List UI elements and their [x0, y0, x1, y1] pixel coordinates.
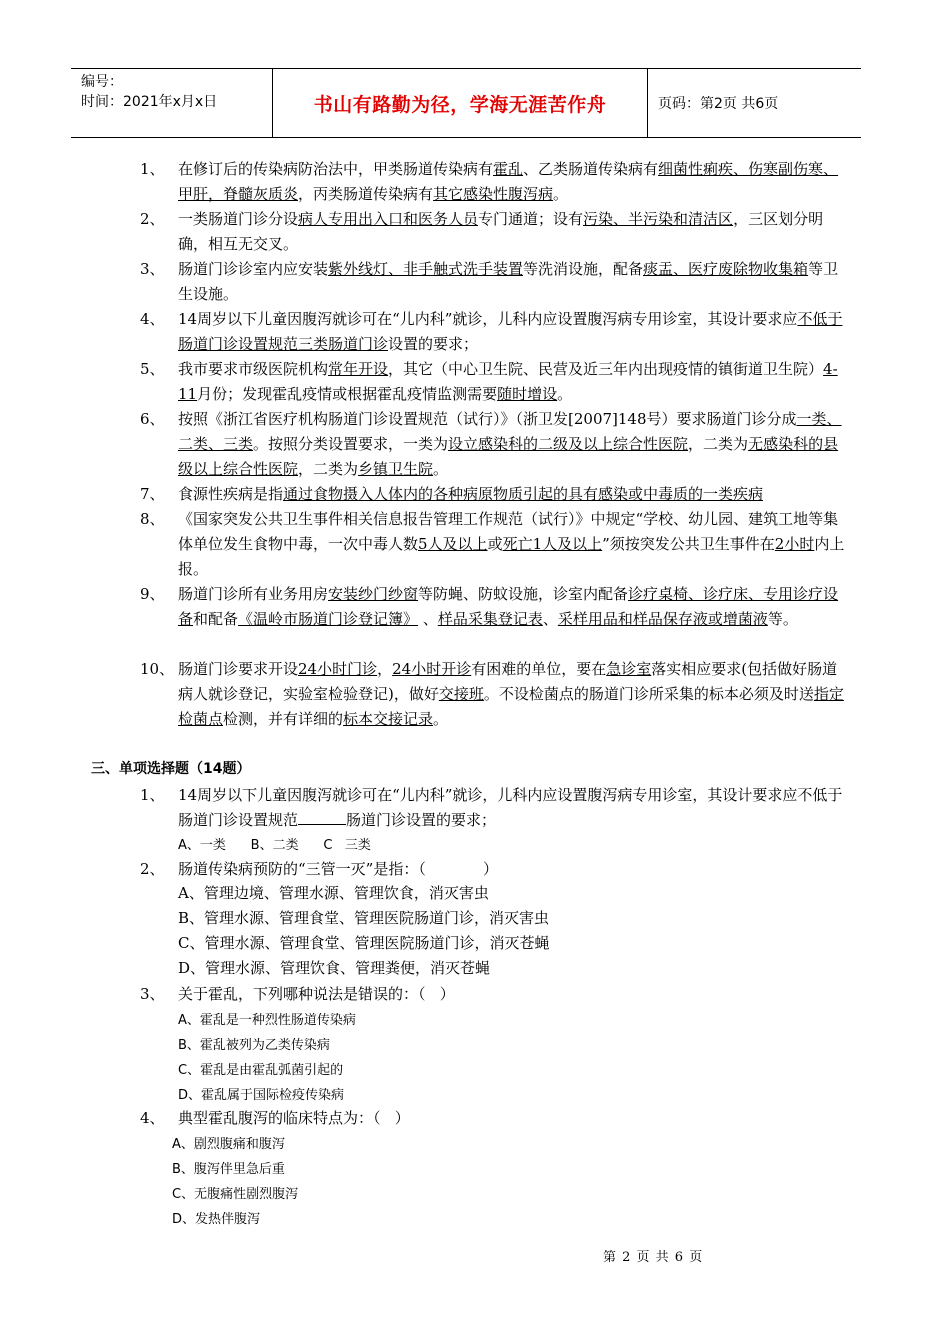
text-run: ，二类为	[298, 460, 359, 478]
answer-text: 《温岭市肠道门诊登记簿》	[238, 610, 419, 628]
question-number: 1、	[140, 786, 165, 804]
answer-text: 霍乱	[493, 160, 524, 178]
text-run: 设置的要求；	[388, 335, 479, 353]
answer-text: 24小时开诊	[392, 660, 472, 678]
item-number: 9、	[140, 585, 165, 603]
section-title: 三、单项选择题（14题）	[91, 761, 251, 777]
option: A、剧烈腹痛和腹泻	[172, 1137, 285, 1152]
text-run: ，二类为	[688, 435, 749, 453]
question-text: 关于霍乱，下列哪种说法是错误的：（ ）	[178, 985, 455, 1003]
question-number: 3、	[140, 985, 165, 1003]
text-run: 肠道门诊要求开设	[178, 660, 299, 678]
question-4	[140, 1106, 852, 1131]
text-run: 、	[418, 610, 438, 628]
answer-text: 其它感染性腹泻病	[433, 185, 554, 203]
fill-item	[140, 582, 852, 632]
answer-blank[interactable]	[298, 810, 346, 825]
header-motto: 书山有路勤为径，学海无涯苦作舟	[273, 69, 648, 137]
fill-item	[140, 207, 852, 257]
header-page-label: 页码：第2页 共6页	[658, 96, 779, 112]
text-run: 一类肠道门诊分设	[178, 210, 299, 228]
fill-item	[140, 407, 852, 482]
answer-text: 样品采集登记表	[437, 610, 543, 628]
option: A、霍乱是一种烈性肠道传染病	[178, 1013, 356, 1028]
answer-text: 污染、半污染和清洁区	[583, 210, 734, 228]
option: B、霍乱被列为乙类传染病	[178, 1038, 330, 1053]
question-text-end: 肠道门诊设置的要求；	[346, 811, 497, 829]
text-run: 检测，并有详细的	[223, 710, 344, 728]
text-run: 等洗消设施，配备	[523, 260, 644, 278]
option: D、发热伴腹泻	[172, 1212, 261, 1227]
item-text	[178, 307, 852, 357]
text-run: 等防蝇、防蚊设施，诊室内配备	[418, 585, 629, 603]
text-run: ，三区划分明确，相互无交叉。	[178, 210, 824, 253]
item-text	[178, 507, 852, 582]
text-run: ，丙类肠道传染病有	[298, 185, 434, 203]
text-run: 在修订后的传染病防治法中，甲类肠道传染病有	[178, 160, 494, 178]
item-number: 7、	[140, 485, 165, 503]
fill-item	[140, 157, 852, 207]
text-run: 落实相应要求(包括做好肠道病人就诊登记，实验室检验登记)，做好	[178, 660, 838, 703]
item-text	[178, 257, 852, 307]
item-text	[178, 357, 852, 407]
item-text	[178, 582, 852, 632]
answer-text: 诊疗桌椅、诊疗床、专用诊疗设备	[178, 585, 839, 628]
answer-text: 无感染科的县级以上综合性医院	[178, 435, 839, 478]
answer-text: 安装纱门纱窗	[328, 585, 419, 603]
text-run: 月份；发现霍乱疫情或根据霍乱疫情监测需要	[197, 385, 498, 403]
header-meta	[71, 69, 273, 137]
text-run: 我市要求市级医院机构	[178, 360, 329, 378]
answer-text: 一类、二类、三类	[178, 410, 842, 453]
answer-text: 4-11	[178, 360, 838, 403]
option: C、管理水源、管理食堂、管理医院肠道门诊，消灭苍蝇	[178, 934, 550, 952]
answer-text: 病人专用出入口和医务人员	[298, 210, 479, 228]
answer-text: 急诊室	[606, 660, 652, 678]
item-number: 4、	[140, 310, 165, 328]
fill-item	[140, 307, 852, 357]
answer-text: 不低于肠道门诊设置规范三类肠道门诊	[178, 310, 843, 353]
text-run: 。不设检菌点的肠道门诊所采集的标本必须及时送	[483, 685, 814, 703]
question-number: 2、	[140, 860, 165, 878]
text-run: 肠道门诊诊室内应安装	[178, 260, 329, 278]
time-label: 时间：2021年x月x日	[81, 94, 218, 110]
text-run: 、	[542, 610, 558, 628]
text-run: 、乙类肠道传染病有	[523, 160, 659, 178]
number-label: 编号：	[81, 74, 123, 90]
option: C、无腹痛性剧烈腹泻	[172, 1187, 299, 1202]
question-text: 14周岁以下儿童因腹泻就诊可在“儿内科”就诊，儿科内应设置腹泻病专用诊室，其设计要求应不低于肠道门诊设置规范	[178, 786, 843, 829]
answer-text: 痰盂、医疗废除物收集箱	[643, 260, 809, 278]
text-run: 专门通道；设有	[478, 210, 584, 228]
text-run: ”须按突发公共卫生事件在	[602, 535, 775, 553]
question-1-options: A、一类 B、二类 C 三类	[178, 838, 371, 853]
option: D、霍乱属于国际检疫传染病	[178, 1088, 345, 1103]
item-number: 8、	[140, 510, 165, 528]
text-run: 内上报。	[178, 535, 845, 578]
text-run: 按照《浙江省医疗机构肠道门诊设置规范（试行）》（浙卫发[2007]148号）要求肠道门诊分成	[178, 410, 797, 428]
item-text	[178, 157, 852, 207]
option: B、管理水源、管理食堂、管理医院肠道门诊，消灭害虫	[178, 909, 550, 927]
text-run: 等卫生设施。	[178, 260, 839, 303]
fill-item	[140, 507, 852, 582]
question-text: 典型霍乱腹泻的临床特点为：（ ）	[178, 1109, 410, 1127]
answer-text: 24小时门诊	[298, 660, 378, 678]
text-run: 《国家突发公共卫生事件相关信息报告管理工作规范（试行）》中规定“学校、幼儿园、建筑工地等集体单位发生食物中毒，一次中毒人数	[178, 510, 839, 553]
answer-text: 紫外线灯、非手触式洗手装置	[328, 260, 524, 278]
item-number: 6、	[140, 410, 165, 428]
fill-item	[140, 657, 852, 732]
item-text	[178, 657, 852, 732]
item-number: 10、	[140, 660, 175, 678]
text-run: ，其它（中心卫生院、民营及近三年内出现疫情的镇街道卫生院）	[388, 360, 824, 378]
answer-text: 设立感染科的二级及以上综合性医院	[448, 435, 689, 453]
text-run: 等。	[767, 610, 798, 628]
question-1	[140, 783, 852, 833]
text-run: 。按照分类设置要求，一类为	[253, 435, 449, 453]
answer-text: 乡镇卫生院	[358, 460, 434, 478]
text-run: 有困难的单位，要在	[471, 660, 607, 678]
text-run: 或	[487, 535, 503, 553]
text-run: 。	[553, 185, 569, 203]
answer-text: 随时增设	[497, 385, 558, 403]
question-number: 4、	[140, 1109, 165, 1127]
fill-item	[140, 257, 852, 307]
item-text	[178, 407, 852, 482]
answer-text: 采样用品和样品保存液或增菌液	[557, 610, 768, 628]
item-number: 5、	[140, 360, 165, 378]
answer-text: 通过食物摄入人体内的各种病原物质引起的具有感染或中毒质的一类疾病	[283, 485, 764, 503]
text-run: 。	[433, 460, 449, 478]
text-run: ，	[377, 660, 393, 678]
answer-text: 指定检菌点	[178, 685, 844, 728]
item-text	[178, 207, 852, 257]
question-3	[140, 982, 852, 1007]
text-run: 肠道门诊所有业务用房	[178, 585, 329, 603]
option: D、管理水源、管理饮食、管理粪便，消灭苍蝇	[178, 959, 491, 977]
answer-text: 死亡1人及以上	[502, 535, 603, 553]
answer-text: 2小时	[774, 535, 815, 553]
item-number: 1、	[140, 160, 165, 178]
text-run: 。	[433, 710, 449, 728]
answer-text: 常年开设	[328, 360, 389, 378]
answer-text: 交接班	[438, 685, 484, 703]
text-run: 。	[557, 385, 573, 403]
question-2	[140, 857, 852, 882]
item-number: 3、	[140, 260, 165, 278]
text-run: 和配备	[193, 610, 239, 628]
text-run: 食源性疾病是指	[178, 485, 284, 503]
page-header	[71, 68, 861, 138]
text-run: 14周岁以下儿童因腹泻就诊可在“儿内科”就诊，儿科内应设置腹泻病专用诊室，其设计要求应	[178, 310, 798, 328]
item-number: 2、	[140, 210, 165, 228]
answer-text: 标本交接记录	[343, 710, 434, 728]
option: A、管理边境、管理水源、管理饮食，消灭害虫	[178, 884, 489, 902]
question-text: 肠道传染病预防的“三管一灭”是指：（ ）	[178, 860, 499, 878]
option: B、腹泻伴里急后重	[172, 1162, 285, 1177]
item-text	[178, 482, 852, 507]
page-footer: 第 2 页 共 6 页	[603, 1250, 704, 1265]
fill-item	[140, 482, 852, 507]
answer-text: 5人及以上	[418, 535, 488, 553]
option: C、霍乱是由霍乱弧菌引起的	[178, 1063, 344, 1078]
fill-item	[140, 357, 852, 407]
answer-text: 细菌性痢疾、伤寒副伤寒、甲肝，脊髓灰质炎	[178, 160, 839, 203]
